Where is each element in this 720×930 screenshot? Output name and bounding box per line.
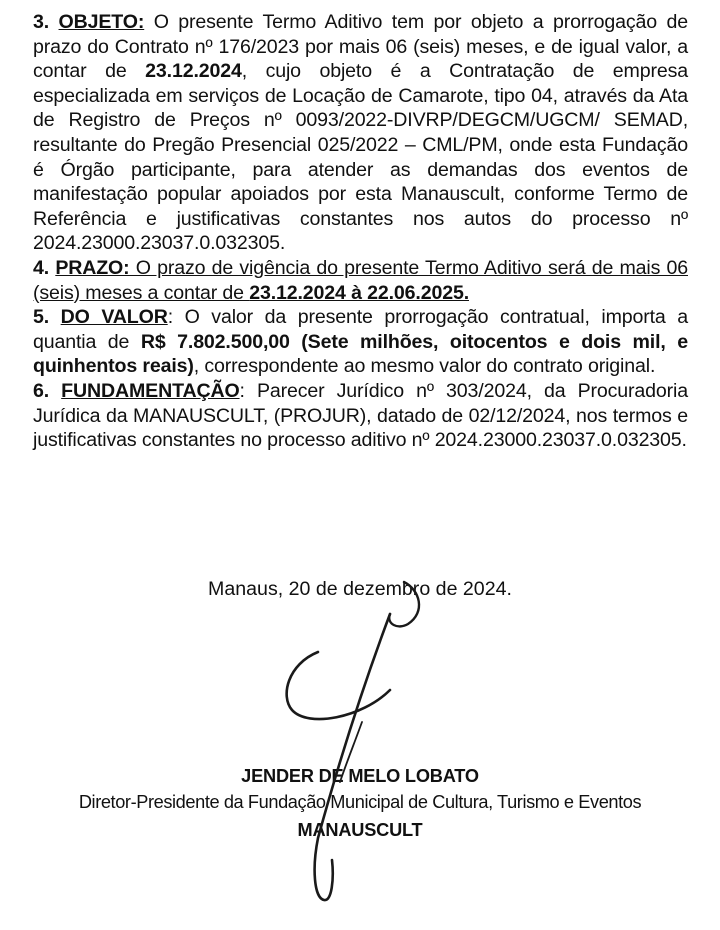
clause-3-text-1: O presente Termo Aditivo tem por objeto a prorrogação de prazo do Contrato nº 176/2023 por mais 06 (seis) meses, e de igual valor, a contar de bbox=[33, 11, 688, 83]
place-and-date: Manaus, 20 de dezembro de 2024. bbox=[208, 578, 512, 600]
clause-3-text-2: , cujo objeto é a Contratação de empresa especializada em serviços de Locação de Camarote, tipo 04, através da Ata de Registro de Preços nº 0093/2022-DIVRP/DEGCM/UGCM/ SEMAD, resultante do Pregão Presencial 025/2022 – CML/PM, onde esta Fundação é Órgão participante, para atender as demandas dos eventos de manifestação popular apoiados por esta Manauscult, conforme Termo de Referência e justificativas constantes nos autos do processo nº 2024.23000.23037.0.032305. bbox=[33, 60, 688, 255]
clause-5-text-1: : O valor da presente prorrogação contratual, importa a quantia de bbox=[33, 306, 689, 353]
clause-6-heading: FUNDAMENTAÇÃO bbox=[61, 379, 240, 402]
clause-3-date: 23.12.2024 bbox=[145, 60, 242, 83]
clause-5-amount: R$ 7.802.500,00 (Sete milhões, oitocentos e dois mil, e quinhentos reais) bbox=[33, 330, 688, 378]
clause-4-period: 23.12.2024 à 22.06.2025. bbox=[249, 281, 469, 304]
signatory-role: Diretor-Presidente da Fundação Municipal de Cultura, Turismo e Eventos bbox=[78, 792, 642, 812]
clause-6-number: 6. bbox=[33, 379, 50, 402]
handwritten-signature-icon bbox=[270, 568, 450, 920]
clause-3-heading: OBJETO: bbox=[58, 11, 145, 33]
clause-3-objeto bbox=[33, 10, 688, 256]
clause-5-number: 5. bbox=[33, 306, 50, 329]
clause-5-valor bbox=[33, 305, 688, 379]
clause-3-number: 3. bbox=[33, 11, 50, 33]
signatory-organization: MANAUSCULT bbox=[297, 820, 423, 840]
clause-5-heading: DO VALOR bbox=[60, 306, 168, 329]
clause-4-heading: PRAZO: bbox=[55, 256, 130, 279]
clause-4-prazo bbox=[33, 256, 688, 305]
clause-6-fundamentacao bbox=[33, 379, 688, 453]
clause-5-text-2: , correspondente ao mesmo valor do contrato original. bbox=[193, 355, 656, 378]
signatory-name: JENDER DE MELO LOBATO bbox=[241, 766, 479, 786]
clause-4-number: 4. bbox=[33, 256, 50, 279]
document-body bbox=[33, 10, 688, 453]
clause-4-text: O prazo de vigência do presente Termo Aditivo será de mais 06 (seis) meses a contar de bbox=[33, 256, 688, 304]
clause-6-text: : Parecer Jurídico nº 303/2024, da Procuradoria Jurídica da MANAUSCULT, (PROJUR), datado de 02/12/2024, nos termos e justificativas constantes no processo aditivo nº 2024.23000.23037.0.032305. bbox=[33, 379, 688, 452]
